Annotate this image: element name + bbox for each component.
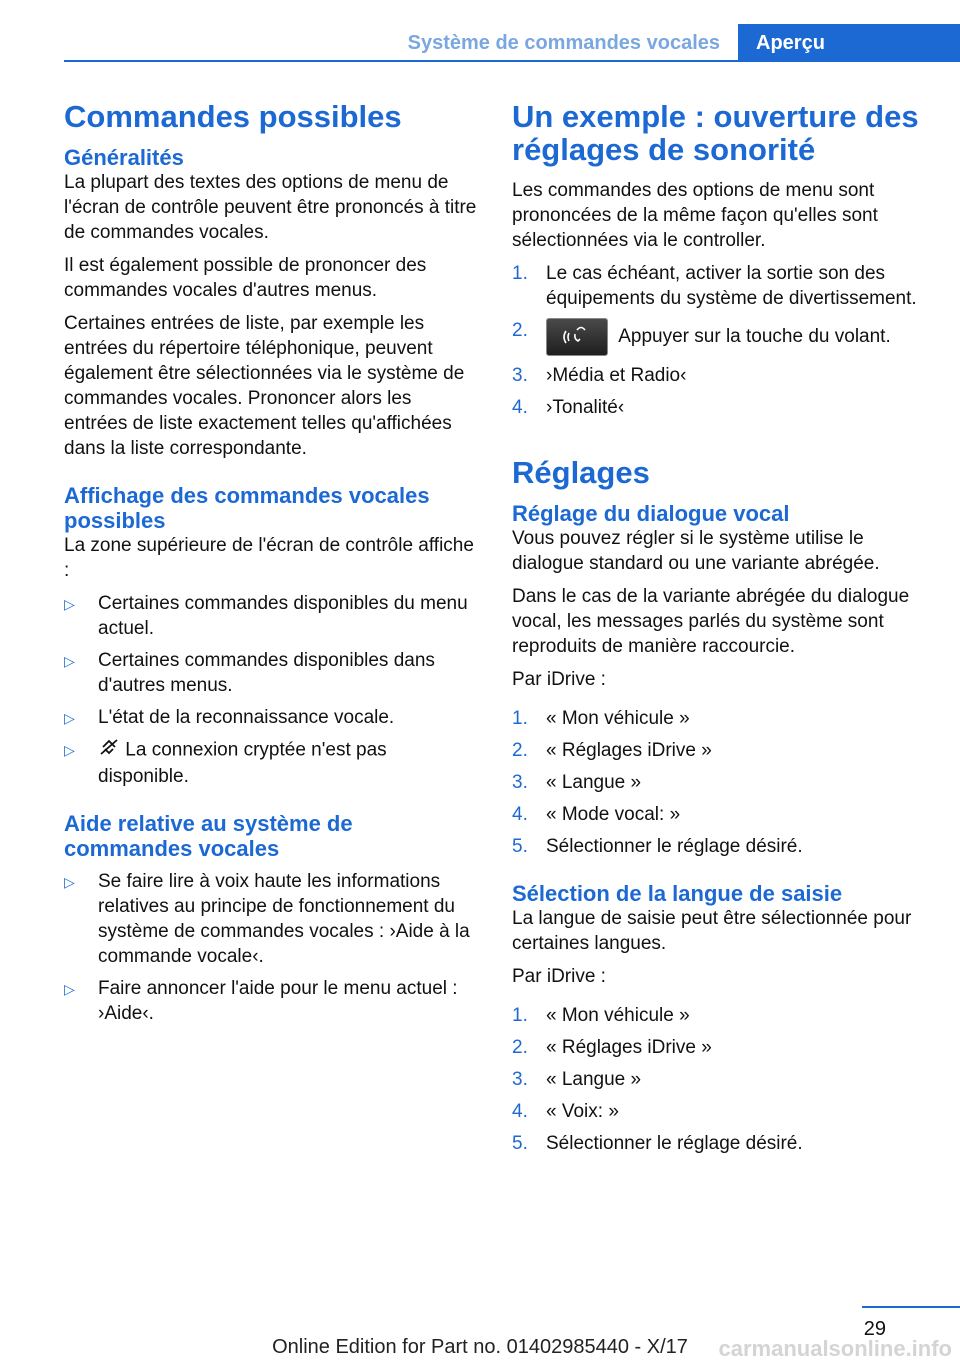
- no-encryption-icon: [98, 737, 120, 764]
- heading-dialogue: Réglage du dialogue vocal: [512, 501, 790, 526]
- left-column: [64, 100, 478, 1033]
- paragraph: La plupart des textes des options de menu de l'écran de contrôle peuvent être prononcés à titre de commandes vocales.: [64, 172, 477, 243]
- list-item: 4. « Mode vocal: »: [512, 804, 681, 825]
- list-item: 2. Appuyer sur la touche du volant.: [512, 318, 924, 356]
- list-item: 2. « Réglages iDrive »: [512, 1037, 712, 1058]
- page-number: 29: [863, 1318, 886, 1340]
- list-item: 3. ›Média et Radio‹: [512, 365, 687, 386]
- list-item: 4. ›Tonalité‹: [512, 397, 625, 418]
- list-item: ▷ Certaines commandes disponibles du menu actuel.: [64, 593, 468, 639]
- voice-command-button-icon: [546, 318, 608, 356]
- bullet-list: [64, 591, 478, 789]
- heading-affichage: Affichage des commandes vocales possibles: [64, 483, 430, 533]
- list-item: 1. Le cas échéant, activer la sortie son des équipements du système de divertissement.: [512, 263, 917, 309]
- list-item: 1. « Mon véhicule »: [512, 708, 690, 729]
- numbered-list: [512, 1003, 924, 1156]
- section-title-reglages: Réglages: [512, 455, 650, 490]
- list-item: ▷ Certaines commandes disponibles dans d'autres menus.: [64, 650, 435, 696]
- list-item: 5. Sélectionner le réglage désiré.: [512, 836, 803, 857]
- heading-langue: Sélection de la langue de saisie: [512, 881, 843, 906]
- section-title-commands: Commandes possibles: [64, 99, 402, 134]
- paragraph: Par iDrive :: [512, 966, 606, 987]
- triangle-right-icon: ▷: [64, 653, 75, 669]
- list-item: 3. « Langue »: [512, 1069, 642, 1090]
- list-item: ▷ Se faire lire à voix haute les informations relatives au principe de fonctionnement du système de commandes vocales : ›Aide à la commande vocale‹.: [64, 871, 470, 967]
- list-item: 5. Sélectionner le réglage désiré.: [512, 1133, 803, 1154]
- paragraph: La langue de saisie peut être sélectionnée pour certaines langues.: [512, 908, 912, 954]
- paragraph: Dans le cas de la variante abrégée du dialogue vocal, les messages parlés du système sont reproduits de manière raccourcie.: [512, 586, 910, 657]
- header-section-title: Système de commandes vocales: [407, 32, 720, 54]
- triangle-right-icon: ▷: [64, 874, 75, 890]
- section-title-example: Un exemple : ouverture des réglages de sonorité: [512, 99, 919, 167]
- footer-rule: [862, 1306, 960, 1308]
- watermark: carmanualsonline.info: [718, 1336, 952, 1361]
- numbered-list: [512, 706, 924, 859]
- list-item: 1. « Mon véhicule »: [512, 1005, 690, 1026]
- list-item: 2. « Réglages iDrive »: [512, 740, 712, 761]
- heading-generalites: Généralités: [64, 145, 184, 170]
- paragraph: Par iDrive :: [512, 669, 606, 690]
- paragraph: Il est également possible de prononcer des commandes vocales d'autres menus.: [64, 255, 427, 301]
- triangle-right-icon: ▷: [64, 981, 75, 997]
- triangle-right-icon: ▷: [64, 742, 75, 758]
- triangle-right-icon: ▷: [64, 596, 75, 612]
- header-tab: Aperçu: [738, 24, 960, 62]
- paragraph: Vous pouvez régler si le système utilise le dialogue standard ou une variante abrégée.: [512, 528, 880, 574]
- numbered-list: [512, 261, 924, 420]
- list-item: 4. « Voix: »: [512, 1101, 619, 1122]
- right-column: [512, 100, 924, 1163]
- list-item: ▷ La connexion cryptée n'est pas disponible.: [64, 737, 478, 789]
- paragraph: Certaines entrées de liste, par exemple les entrées du répertoire téléphonique, peuvent également être sélectionnées via le système de commandes vocales. Prononcer alors les entrées de liste exactement telles qu'affichées dans la liste correspondante.: [64, 313, 465, 459]
- header-rule: [64, 60, 960, 62]
- bullet-list: [64, 869, 478, 1026]
- triangle-right-icon: ▷: [64, 710, 75, 726]
- list-item: ▷ Faire annoncer l'aide pour le menu actuel : ›Aide‹.: [64, 978, 458, 1024]
- heading-aide: Aide relative au système de commandes vocales: [64, 811, 353, 861]
- edition-note: Online Edition for Part no. 01402985440 - X/17: [272, 1336, 688, 1358]
- list-item: ▷ L'état de la reconnaissance vocale.: [64, 705, 478, 730]
- list-item: 3. « Langue »: [512, 772, 642, 793]
- paragraph: La zone supérieure de l'écran de contrôle affiche :: [64, 535, 474, 581]
- paragraph: Les commandes des options de menu sont prononcées de la même façon qu'elles sont sélectionnées via le controller.: [512, 180, 878, 251]
